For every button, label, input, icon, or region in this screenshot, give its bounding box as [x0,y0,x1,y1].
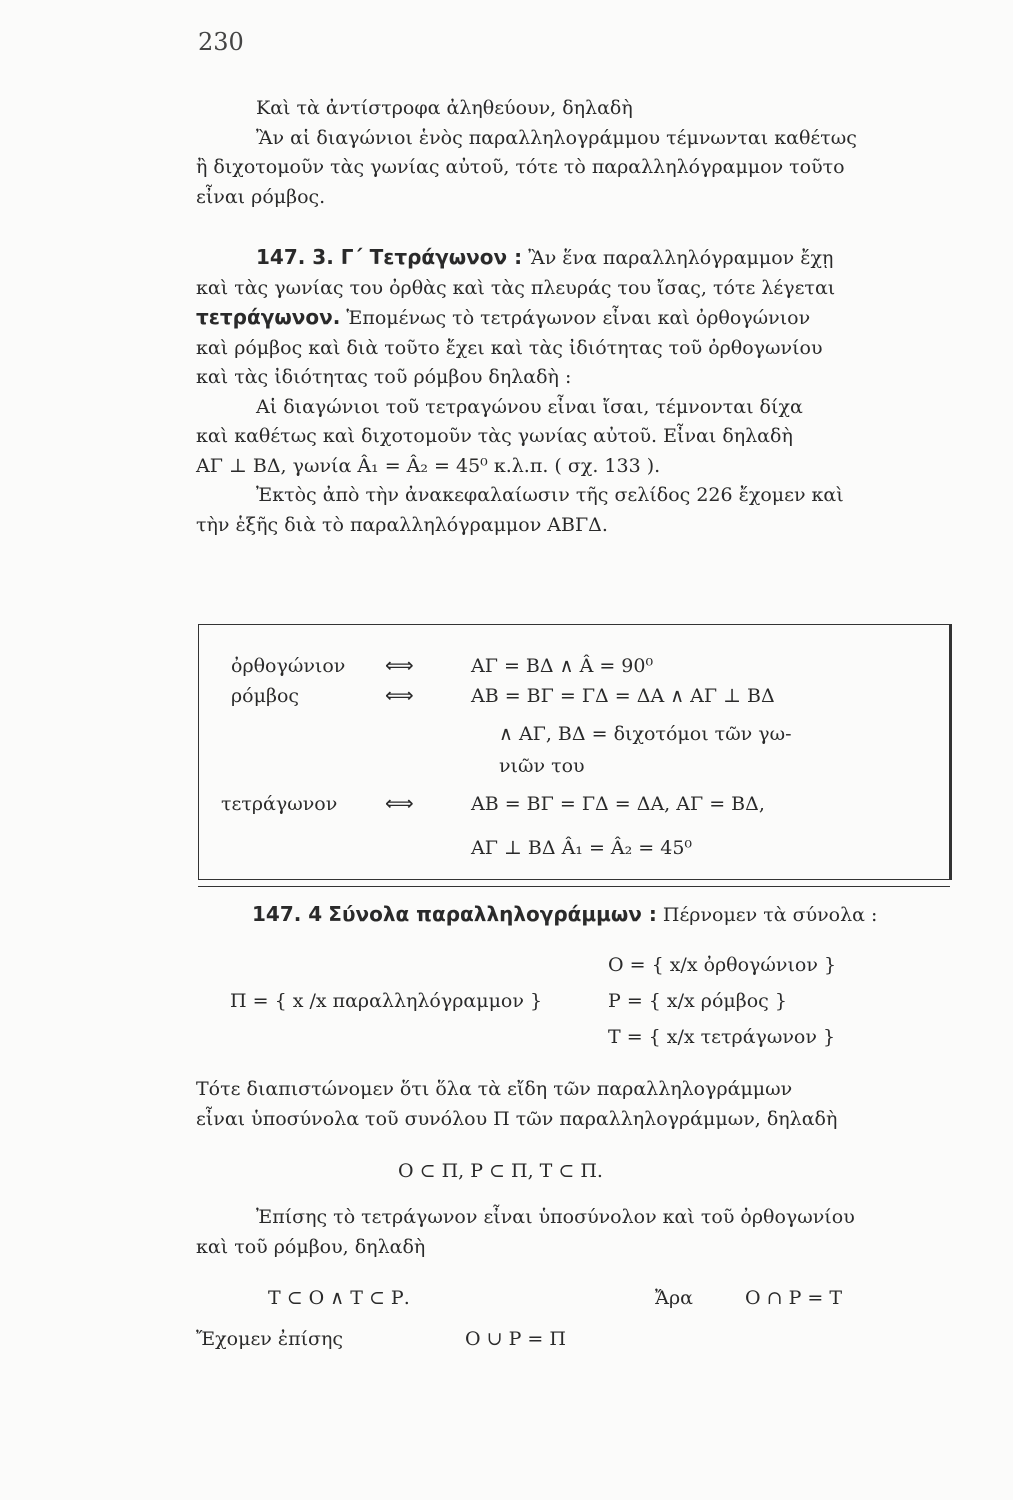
text-line: καὶ τὰς γωνίας του ὀρθὰς καὶ τὰς πλευράς του ἴσας, τότε λέγεται [196,276,836,299]
text-line: Ἐκτὸς ἀπὸ τὴν ἀνακεφαλαίωσιν τῆς σελίδος 226 ἔχομεν καὶ [256,484,844,506]
text-line: Ἂν αἱ διαγώνιοι ἑνὸς παραλληλογράμμου τέμνωνται καθέτως [256,126,857,149]
set-parallelograms: Π = { x /x παραλληλόγραμμον } [230,990,543,1012]
intro-paragraph [196,94,956,212]
text-line: εἶναι ὑποσύνολα τοῦ συνόλου Π τῶν παραλληλογράμμων, δηλαδὴ [196,1107,838,1130]
set-rhombi: Ρ = { x/x ρόμβος } [608,990,787,1012]
square-condition-cont: ΑΓ ⊥ ΒΔ Â₁ = Â₂ = 45⁰ [471,837,693,859]
label-rectangle: ὀρθογώνιον [231,655,346,677]
text-line [196,900,956,931]
square-condition: ΑΒ = ΒΓ = ΓΔ = ΔΑ, ΑΓ = ΒΔ, [471,793,765,815]
section-number: 147. 4 [252,902,323,926]
text-line: καὶ ρόμβος καὶ διὰ τοῦτο ἔχει καὶ τὰς ἰδιότητας τοῦ ὀρθογωνίου [196,336,823,359]
rectangle-condition: ΑΓ = ΒΔ ∧ Â = 90⁰ [471,655,654,677]
intersection-relation: Ο ∩ Ρ = Τ [745,1287,843,1309]
union-relation: Ο ∪ Ρ = Π [465,1328,566,1350]
subset-relations: Ο ⊂ Π, Ρ ⊂ Π, Τ ⊂ Π. [398,1160,603,1182]
rhombus-condition: ΑΒ = ΒΓ = ΓΔ = ΔΑ ∧ ΑΓ ⊥ ΒΔ [471,685,775,707]
text-line: ἢ διχοτομοῦν τὰς γωνίας αὐτοῦ, τότε τὸ παραλληλόγραμμον τοῦτο [196,156,845,178]
text-line: καὶ τὰς ἰδιότητας τοῦ ρόμβου δηλαδὴ : [196,366,572,388]
label-rhombus: ρόμβος [231,685,300,707]
therefore-word: Ἄρα [655,1287,693,1309]
summary-box [198,624,952,880]
text-fragment: Ἑπομένως τὸ τετράγωνον εἶναι καὶ ὀρθογώνιον [346,307,811,329]
text-line: Τότε διαπιστώνομεν ὅτι ὅλα τὰ εἴδη τῶν παραλληλογράμμων [196,1078,793,1100]
section-147-4-heading [196,900,956,931]
set-squares: Τ = { x/x τετράγωνον } [608,1026,836,1048]
section-title: Σύνολα παραλληλογράμμων : [328,902,657,926]
text-line: τὴν ἑξῆς διὰ τὸ παραλληλόγραμμον ΑΒΓΔ. [196,513,608,536]
text-line: εἶναι ρόμβος. [196,185,326,208]
square-subset-relation: Τ ⊂ Ο ∧ Τ ⊂ Ρ. [268,1287,410,1309]
text-line [196,303,956,334]
text-fragment: Πέρνομεν τὰ σύνολα : [662,904,878,926]
label-square: τετράγωνον [221,793,338,815]
text-line: καὶ τοῦ ρόμβου, δηλαδὴ [196,1235,426,1258]
text-line: Αἱ διαγώνιοι τοῦ τετραγώνου εἶναι ἴσαι, τέμνονται δίχα [256,395,803,418]
section-title: Τετράγωνον : [369,245,523,269]
iff-arrow: ⟺ [385,653,414,677]
text-line [196,243,956,274]
section-147-4-body-2 [196,1203,956,1262]
iff-arrow: ⟺ [385,683,414,707]
defined-term: τετράγωνον. [196,305,341,329]
iff-arrow: ⟺ [385,791,414,815]
set-rectangles: Ο = { x/x ὀρθογώνιον } [608,954,837,976]
page-number: 230 [198,28,244,56]
text-fragment: Ἂν ἕνα παραλληλόγραμμον ἔχῃ [528,247,834,269]
section-147-3 [196,243,956,540]
rhombus-condition-cont: ∧ ΑΓ, ΒΔ = διχοτόμοι τῶν γω- [499,723,792,745]
formula-line: ΑΓ ⊥ ΒΔ, γωνία Â₁ = Â₂ = 45⁰ κ.λ.π. ( σχ. 133 ). [196,454,661,477]
section-number: 147. 3. Γ´ [256,245,364,269]
section-147-4-body [196,1075,956,1134]
text-line: Ἐπίσης τὸ τετράγωνον εἶναι ὑποσύνολον καὶ τοῦ ὀρθογωνίου [256,1206,855,1228]
rhombus-condition-cont: νιῶν του [499,755,585,777]
also-phrase: Ἔχομεν ἐπίσης [196,1328,344,1350]
text-line: καὶ καθέτως καὶ διχοτομοῦν τὰς γωνίας αὐτοῦ. Εἶναι δηλαδὴ [196,425,793,447]
box-bottom-rule [198,886,950,887]
text-line: Καὶ τὰ ἀντίστροφα ἀληθεύουν, δηλαδὴ [256,97,633,119]
